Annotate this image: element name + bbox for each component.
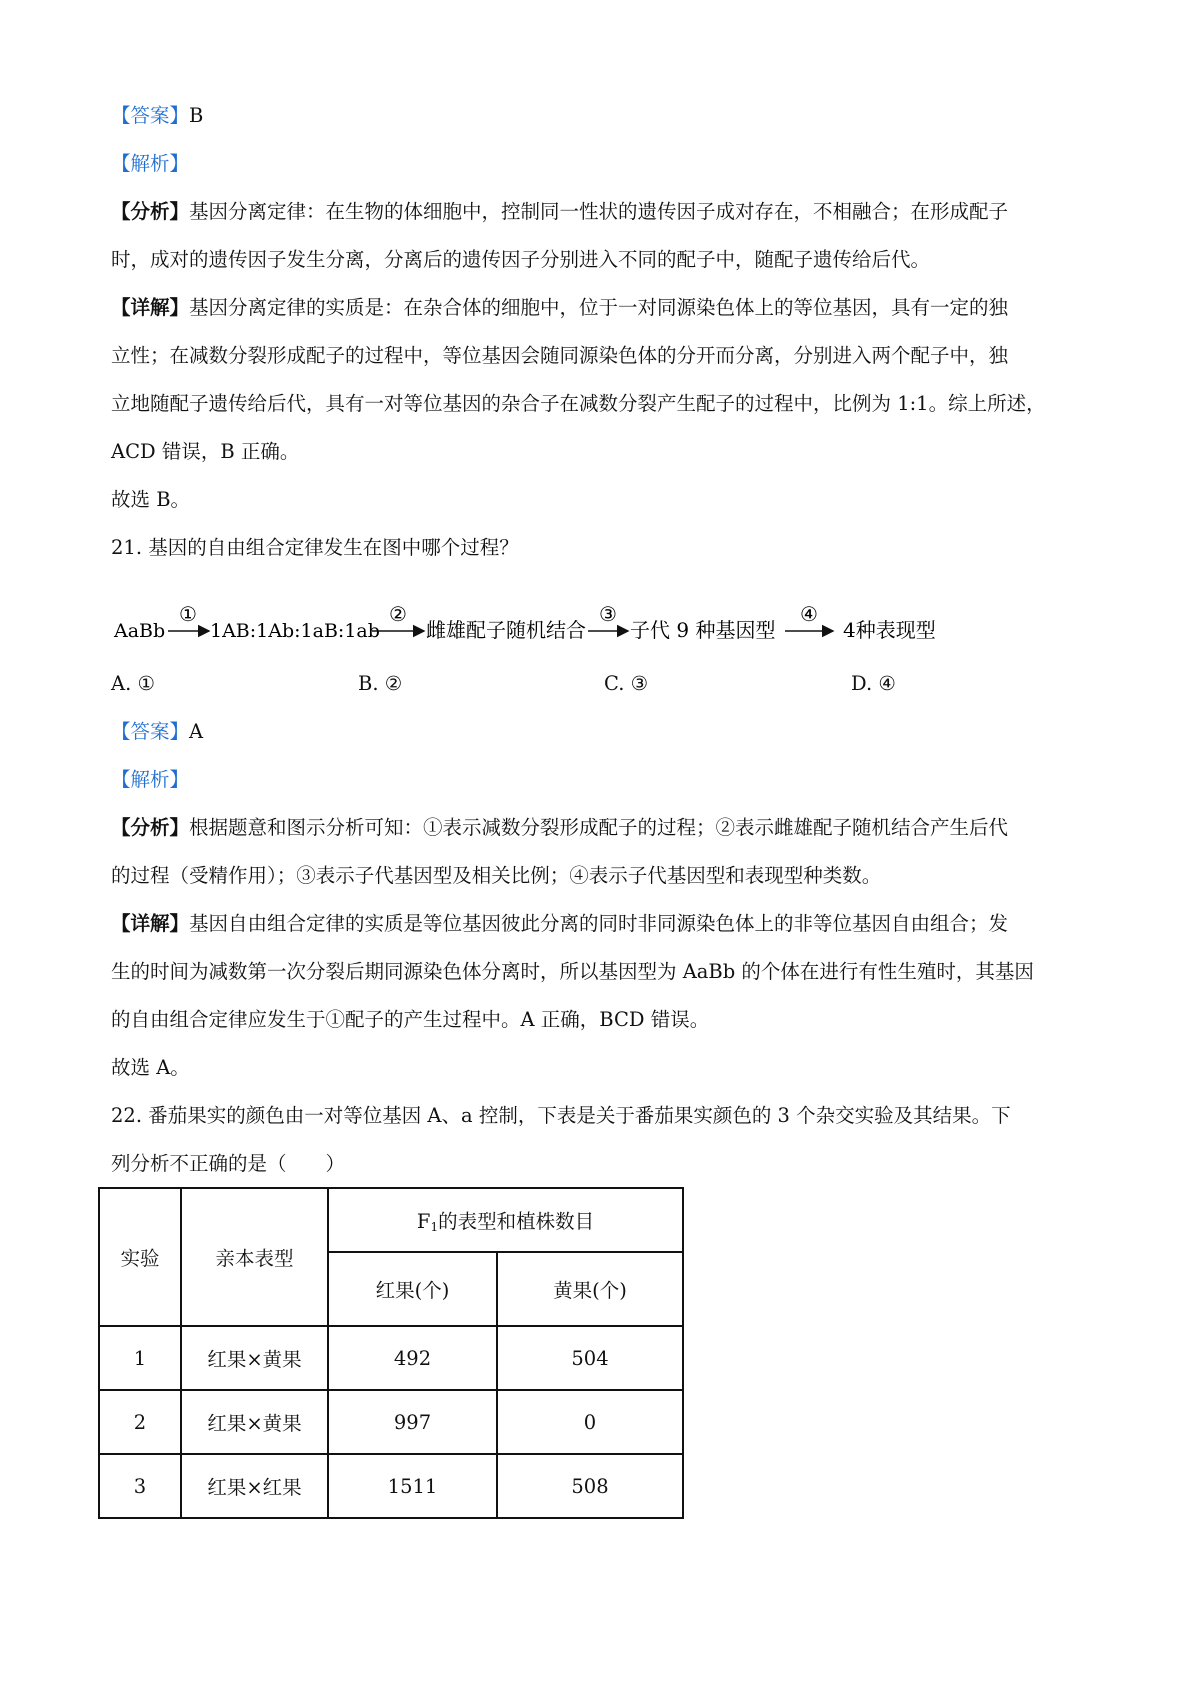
process-flow-diagram (110, 598, 950, 646)
option-a[interactable]: A. ① (111, 672, 155, 695)
cell-experiment: 3 (99, 1454, 181, 1518)
q20-jiexi-line (111, 150, 189, 178)
results-table (98, 1187, 684, 1519)
cell-experiment: 1 (99, 1326, 181, 1390)
q20-xiangjie-line-1 (111, 294, 1008, 322)
q20-xiangjie-line-2: 立性；在减数分裂形成配子的过程中，等位基因会随同源染色体的分开而分离，分别进入两个配子中，独 (111, 344, 1009, 367)
q20-xiangjie-line-4: ACD 错误，B 正确。 (111, 440, 300, 463)
table-row (99, 1454, 683, 1518)
f1-subscript: 1 (430, 1220, 439, 1234)
header-experiment: 实验 (99, 1188, 181, 1326)
step-4-label: ④ (800, 602, 818, 626)
cell-parent: 红果×黄果 (181, 1326, 328, 1390)
answer-tag: 【答案】 (111, 720, 190, 743)
fenxi-text: 基因分离定律：在生物的体细胞中，控制同一性状的遗传因子成对存在，不相融合；在形成配子 (189, 200, 1009, 223)
option-d[interactable]: D. ④ (851, 672, 896, 695)
q20-answer-line (111, 102, 203, 130)
q20-fenxi-line-1 (111, 198, 1008, 226)
xiangjie-text: 基因自由组合定律的实质是等位基因彼此分离的同时非同源染色体上的非等位基因自由组合；发 (189, 912, 1009, 935)
jiexi-tag: 【解析】 (111, 768, 190, 791)
q22-question-line-1: 22. 番茄果实的颜色由一对等位基因 A、a 控制，下表是关于番茄果实颜色的 3 个杂交实验及其结果。下 (111, 1104, 1011, 1127)
option-b[interactable]: B. ② (358, 672, 403, 695)
answer-value: A (189, 720, 204, 743)
cell-yellow: 508 (497, 1454, 683, 1518)
cell-red: 492 (328, 1326, 497, 1390)
cell-red: 997 (328, 1390, 497, 1454)
node-phenotypes: 4种表现型 (843, 618, 936, 642)
fenxi-text: 根据题意和图示分析可知：①表示减数分裂形成配子的过程；②表示雌雄配子随机结合产生后代 (189, 816, 1009, 839)
node-genotypes: 子代 9 种基因型 (630, 618, 776, 642)
cell-parent: 红果×黄果 (181, 1390, 328, 1454)
table-row (99, 1326, 683, 1390)
q20-fenxi-line-2: 时，成对的遗传因子发生分离，分离后的遗传因子分别进入不同的配子中，随配子遗传给后代。 (111, 248, 931, 271)
q21-xiangjie-line-3: 的自由组合定律应发生于①配子的产生过程中。A 正确，BCD 错误。 (111, 1008, 710, 1031)
q22-question-line-2: 列分析不正确的是（ ） (111, 1152, 346, 1175)
q21-answer-line (111, 718, 203, 746)
header-f1-group (328, 1188, 683, 1252)
xiangjie-text: 基因分离定律的实质是：在杂合体的细胞中，位于一对同源染色体上的等位基因，具有一定的独 (189, 296, 1009, 319)
node-gametes: 1AB:1Ab:1aB:1ab (210, 620, 380, 642)
answer-tag: 【答案】 (111, 104, 190, 127)
f1-letter: F (416, 1210, 431, 1233)
option-c[interactable]: C. ③ (604, 672, 649, 695)
header-parent-phenotype: 亲本表型 (181, 1188, 328, 1326)
q21-conclusion: 故选 A。 (111, 1056, 190, 1079)
node-aabb: AaBb (114, 620, 166, 642)
node-fertilization: 雌雄配子随机结合 (426, 618, 586, 642)
jiexi-tag: 【解析】 (111, 152, 190, 175)
cell-yellow: 0 (497, 1390, 683, 1454)
q21-fenxi-line-2: 的过程（受精作用）；③表示子代基因型及相关比例；④表示子代基因型和表现型种类数。 (111, 864, 882, 887)
q21-xiangjie-line-2: 生的时间为减数第一次分裂后期同源染色体分离时，所以基因型为 AaBb 的个体在进行有性生殖时，其基因 (111, 960, 1034, 983)
step-2-label: ② (389, 602, 407, 626)
q21-fenxi-line-1 (111, 814, 1008, 842)
f1-rest: 的表型和植株数目 (438, 1210, 595, 1233)
cell-experiment: 2 (99, 1390, 181, 1454)
fenxi-tag: 【分析】 (111, 200, 190, 223)
xiangjie-tag: 【详解】 (111, 296, 190, 319)
answer-value: B (189, 104, 204, 127)
cell-red: 1511 (328, 1454, 497, 1518)
step-3-label: ③ (599, 602, 617, 626)
table-row (99, 1390, 683, 1454)
q21-jiexi-line (111, 766, 189, 794)
q21-question: 21. 基因的自由组合定律发生在图中哪个过程？ (111, 536, 519, 559)
cell-parent: 红果×红果 (181, 1454, 328, 1518)
q20-xiangjie-line-3: 立地随配子遗传给后代，具有一对等位基因的杂合子在减数分裂产生配子的过程中，比例为 1:1。综上所述， (111, 392, 1046, 415)
cell-yellow: 504 (497, 1326, 683, 1390)
q21-xiangjie-line-1 (111, 910, 1008, 938)
header-red-fruit: 红果(个) (328, 1252, 497, 1326)
step-1-label: ① (179, 602, 197, 626)
header-yellow-fruit: 黄果(个) (497, 1252, 683, 1326)
xiangjie-tag: 【详解】 (111, 912, 190, 935)
fenxi-tag: 【分析】 (111, 816, 190, 839)
q20-conclusion: 故选 B。 (111, 488, 191, 511)
